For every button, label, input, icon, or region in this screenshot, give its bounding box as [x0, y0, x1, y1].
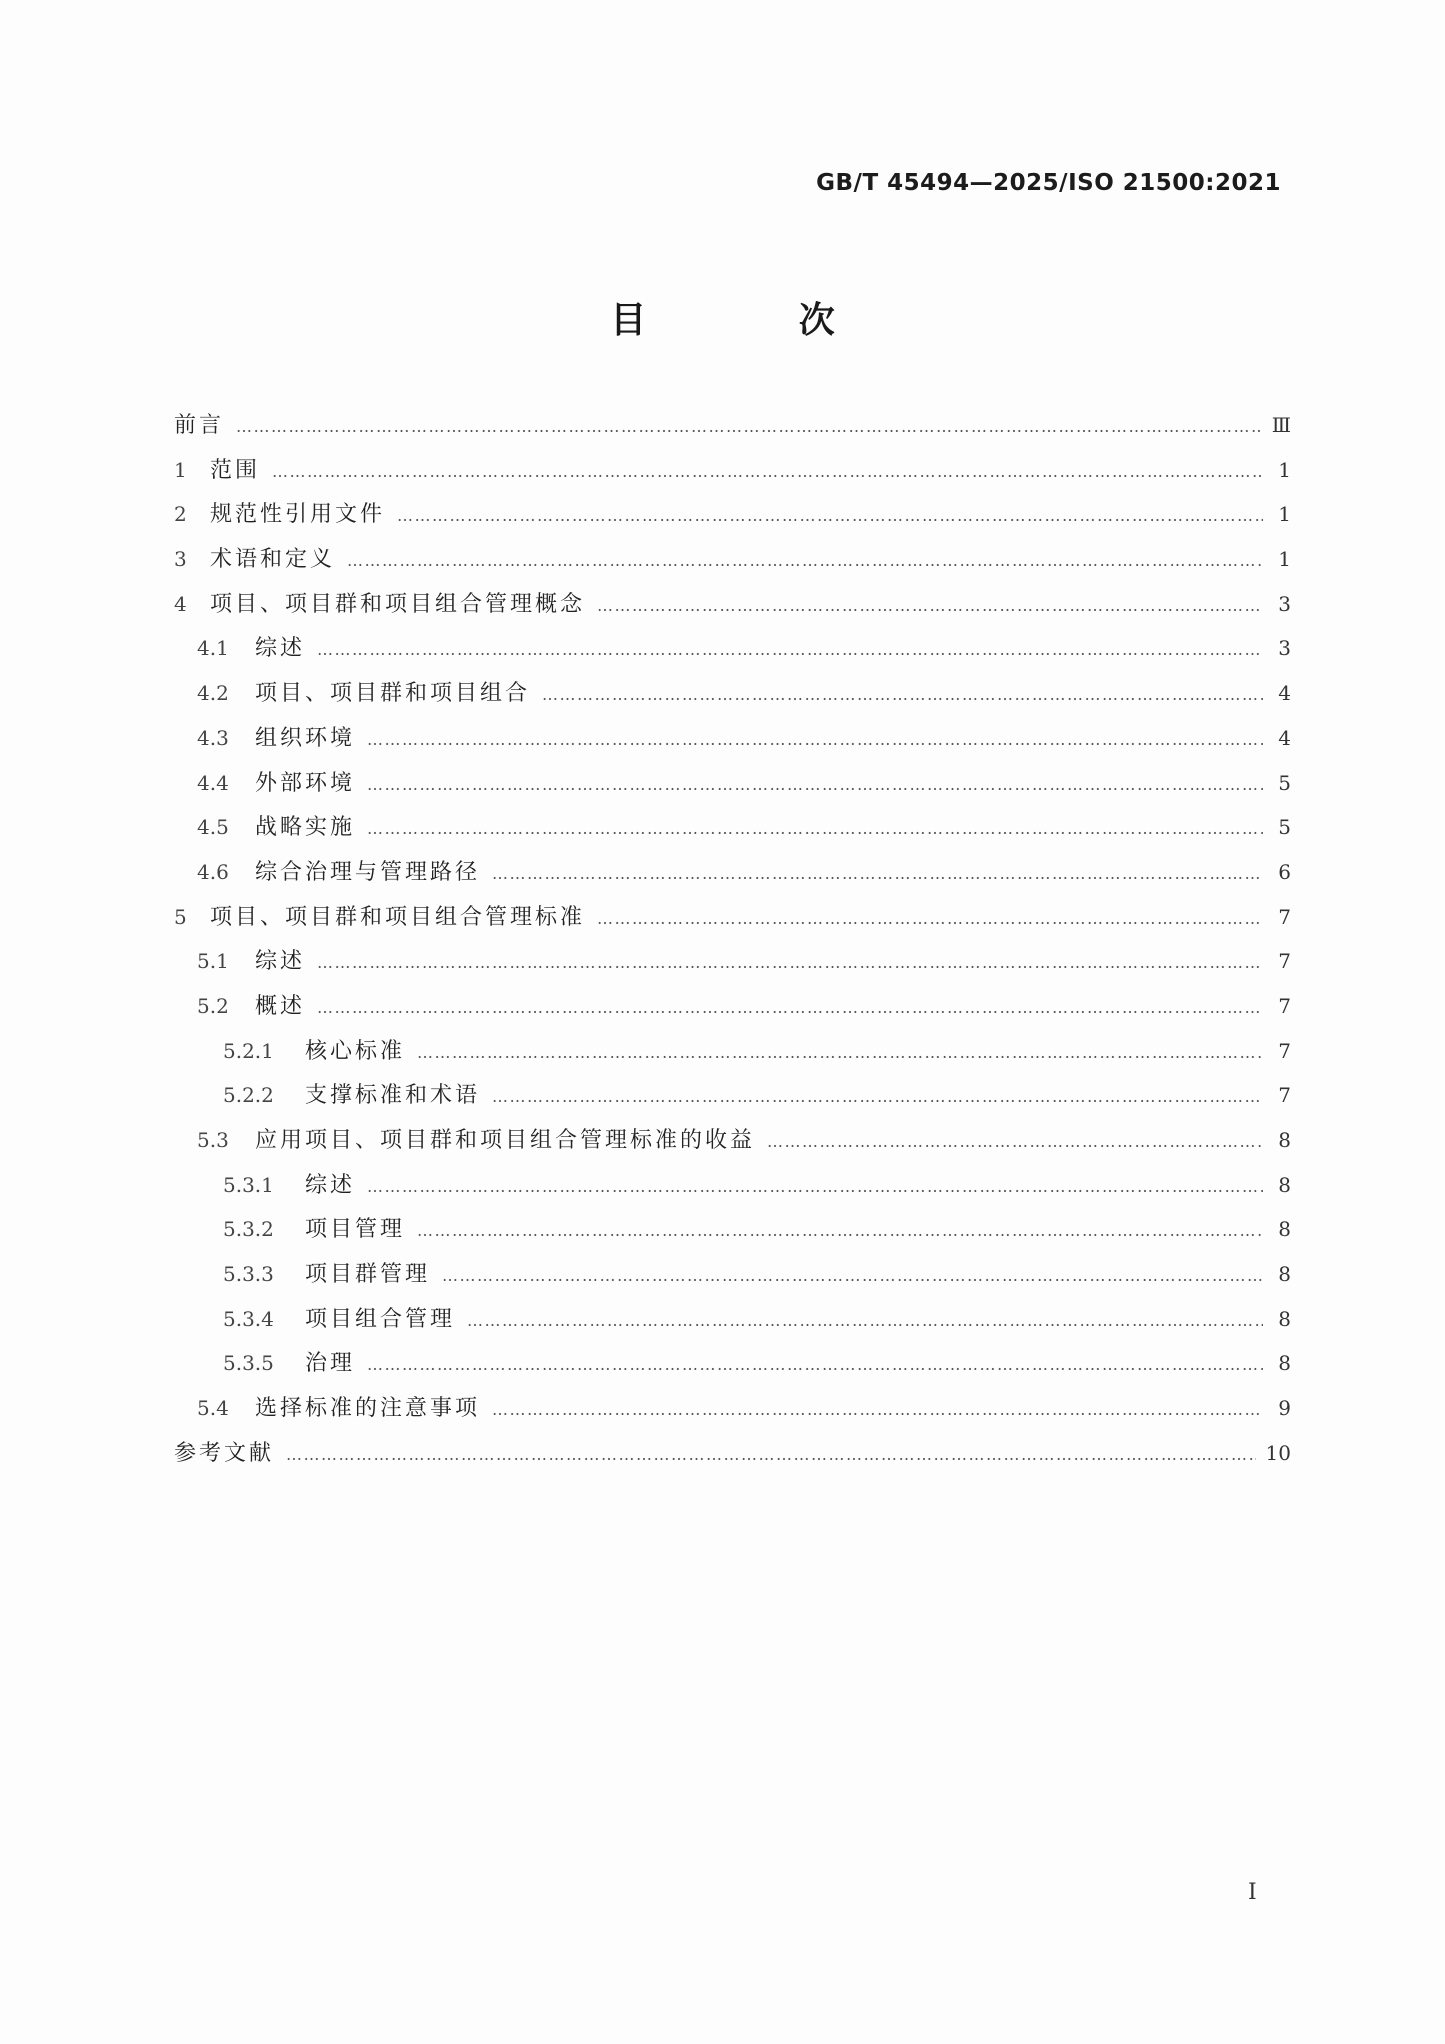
toc-entry-page: 5	[1278, 815, 1291, 840]
toc-entry-number: 5.2.2	[223, 1083, 274, 1108]
toc-entry-page: 8	[1278, 1351, 1291, 1376]
toc-entry[interactable]	[174, 455, 1291, 500]
toc-entry[interactable]	[174, 1259, 1291, 1304]
toc-entry-page: 7	[1278, 1083, 1291, 1108]
toc-leader-dots	[542, 680, 1263, 710]
toc-entry[interactable]	[174, 1170, 1291, 1215]
toc-leader-dots	[597, 904, 1263, 934]
toc-entry[interactable]	[174, 633, 1291, 678]
toc-entry-page: 8	[1278, 1262, 1291, 1287]
toc-entry[interactable]	[174, 499, 1291, 544]
toc-entry-number: 5.2	[197, 993, 229, 1018]
toc-entry-page: 5	[1278, 770, 1291, 795]
toc-leader-dots	[367, 1350, 1263, 1380]
toc-entry-page: 7	[1278, 904, 1291, 929]
toc-entry-number: 4.6	[197, 859, 229, 884]
toc-entry-page: 1	[1278, 502, 1291, 527]
toc-leader-dots	[597, 591, 1263, 621]
toc-entry-page: 10	[1265, 1440, 1291, 1465]
toc-leader-dots	[767, 1127, 1263, 1157]
toc-entry-number: 4.4	[197, 770, 229, 795]
toc-entry-title: 项目管理	[305, 1217, 406, 1243]
toc-entry-number: 4.5	[197, 815, 229, 840]
toc-entry-page: 8	[1278, 1217, 1291, 1242]
toc-entry-title: 项目、项目群和项目组合	[255, 681, 531, 707]
toc-entry-page: 3	[1278, 636, 1291, 661]
toc-entry-number: 5.3.5	[223, 1351, 274, 1376]
toc-entry-title: 项目、项目群和项目组合管理标准	[210, 904, 586, 930]
toc-entry[interactable]	[174, 857, 1291, 902]
table-of-contents	[174, 410, 1291, 1483]
toc-entry-number: 4	[174, 591, 187, 616]
toc-entry-title: 项目群管理	[305, 1262, 431, 1288]
toc-leader-dots	[467, 1306, 1263, 1336]
toc-entry[interactable]	[174, 991, 1291, 1036]
toc-entry[interactable]	[174, 902, 1291, 947]
toc-entry-title: 综述	[305, 1172, 356, 1198]
toc-entry-number: 5.4	[197, 1396, 229, 1421]
toc-entry[interactable]	[174, 1438, 1291, 1483]
toc-entry-page: Ⅲ	[1271, 413, 1291, 437]
toc-leader-dots	[492, 859, 1263, 889]
toc-leader-dots	[442, 1261, 1263, 1291]
page-title: 目 次	[610, 300, 905, 341]
toc-leader-dots	[317, 993, 1263, 1023]
toc-entry-page: 6	[1278, 859, 1291, 884]
toc-entry-title: 项目组合管理	[305, 1306, 456, 1332]
toc-entry-number: 5	[174, 904, 187, 929]
toc-entry-number: 5.3.1	[223, 1172, 274, 1197]
toc-entry-title: 项目、项目群和项目组合管理概念	[210, 591, 586, 617]
toc-leader-dots	[367, 725, 1263, 755]
toc-entry-title: 战略实施	[255, 815, 356, 841]
toc-entry-title: 范围	[210, 457, 261, 483]
toc-entry-page: 8	[1278, 1306, 1291, 1331]
toc-leader-dots	[236, 412, 1262, 442]
toc-entry[interactable]	[174, 410, 1291, 455]
toc-entry-title: 综述	[255, 949, 306, 975]
toc-entry-title: 概述	[255, 993, 306, 1019]
toc-entry-title: 术语和定义	[210, 547, 336, 573]
toc-leader-dots	[397, 501, 1263, 531]
toc-entry-title: 前言	[174, 413, 225, 438]
toc-entry[interactable]	[174, 768, 1291, 813]
toc-leader-dots	[367, 770, 1263, 800]
toc-entry[interactable]	[174, 678, 1291, 723]
toc-entry[interactable]	[174, 723, 1291, 768]
toc-entry-title: 核心标准	[305, 1038, 406, 1064]
toc-entry-number: 5.2.1	[223, 1038, 274, 1063]
toc-entry-title: 支撑标准和术语	[305, 1083, 481, 1109]
toc-leader-dots	[347, 546, 1263, 576]
toc-entry-page: 1	[1278, 457, 1291, 482]
toc-entry-title: 组织环境	[255, 725, 356, 751]
toc-leader-dots	[317, 635, 1263, 665]
toc-entry-page: 8	[1278, 1172, 1291, 1197]
toc-entry-page: 4	[1278, 681, 1291, 706]
toc-entry-number: 4.2	[197, 681, 229, 706]
toc-entry[interactable]	[174, 589, 1291, 634]
toc-leader-dots	[286, 1440, 1256, 1470]
toc-entry-title: 综合治理与管理路径	[255, 859, 481, 885]
toc-entry-title: 规范性引用文件	[210, 502, 386, 528]
toc-entry-page: 3	[1278, 591, 1291, 616]
toc-leader-dots	[317, 948, 1263, 978]
toc-entry-number: 4.1	[197, 636, 229, 661]
toc-leader-dots	[492, 1395, 1263, 1425]
toc-entry-title: 应用项目、项目群和项目组合管理标准的收益	[255, 1128, 756, 1153]
toc-entry-title: 外部环境	[255, 770, 356, 796]
toc-entry[interactable]	[174, 812, 1291, 857]
toc-leader-dots	[272, 457, 1263, 487]
toc-entry[interactable]	[174, 1125, 1291, 1170]
toc-entry-number: 5.3.4	[223, 1306, 274, 1331]
toc-entry-number: 2	[174, 502, 187, 527]
toc-entry[interactable]	[174, 1393, 1291, 1438]
toc-entry-page: 7	[1278, 949, 1291, 974]
page-number: I	[1248, 1880, 1257, 1905]
toc-entry-number: 5.3.3	[223, 1262, 274, 1287]
toc-entry-number: 1	[174, 457, 187, 482]
toc-entry-page: 7	[1278, 1038, 1291, 1063]
toc-entry[interactable]	[174, 1348, 1291, 1393]
toc-entry[interactable]	[174, 544, 1291, 589]
toc-entry-page: 8	[1278, 1128, 1291, 1152]
toc-leader-dots	[492, 1082, 1263, 1112]
toc-entry-title: 参考文献	[174, 1440, 275, 1466]
toc-entry-title: 治理	[305, 1351, 356, 1377]
toc-entry-page: 1	[1278, 547, 1291, 572]
toc-entry-page: 9	[1278, 1396, 1291, 1421]
toc-entry-title: 综述	[255, 636, 306, 662]
toc-leader-dots	[417, 1038, 1263, 1068]
toc-entry-title: 选择标准的注意事项	[255, 1396, 481, 1422]
toc-entry[interactable]	[174, 1036, 1291, 1081]
toc-entry[interactable]	[174, 1214, 1291, 1259]
toc-leader-dots	[367, 814, 1263, 844]
toc-entry-number: 5.3	[197, 1128, 229, 1152]
toc-entry-number: 4.3	[197, 725, 229, 750]
standard-number: GB/T 45494—2025/ISO 21500:2021	[816, 170, 1281, 196]
toc-entry-page: 7	[1278, 993, 1291, 1018]
toc-leader-dots	[367, 1172, 1263, 1202]
toc-entry-number: 3	[174, 547, 187, 572]
toc-entry[interactable]	[174, 1080, 1291, 1125]
toc-entry[interactable]	[174, 946, 1291, 991]
toc-leader-dots	[417, 1216, 1263, 1246]
toc-entry-page: 4	[1278, 725, 1291, 750]
toc-entry-number: 5.1	[197, 949, 229, 974]
toc-entry[interactable]	[174, 1304, 1291, 1349]
toc-entry-number: 5.3.2	[223, 1217, 274, 1242]
